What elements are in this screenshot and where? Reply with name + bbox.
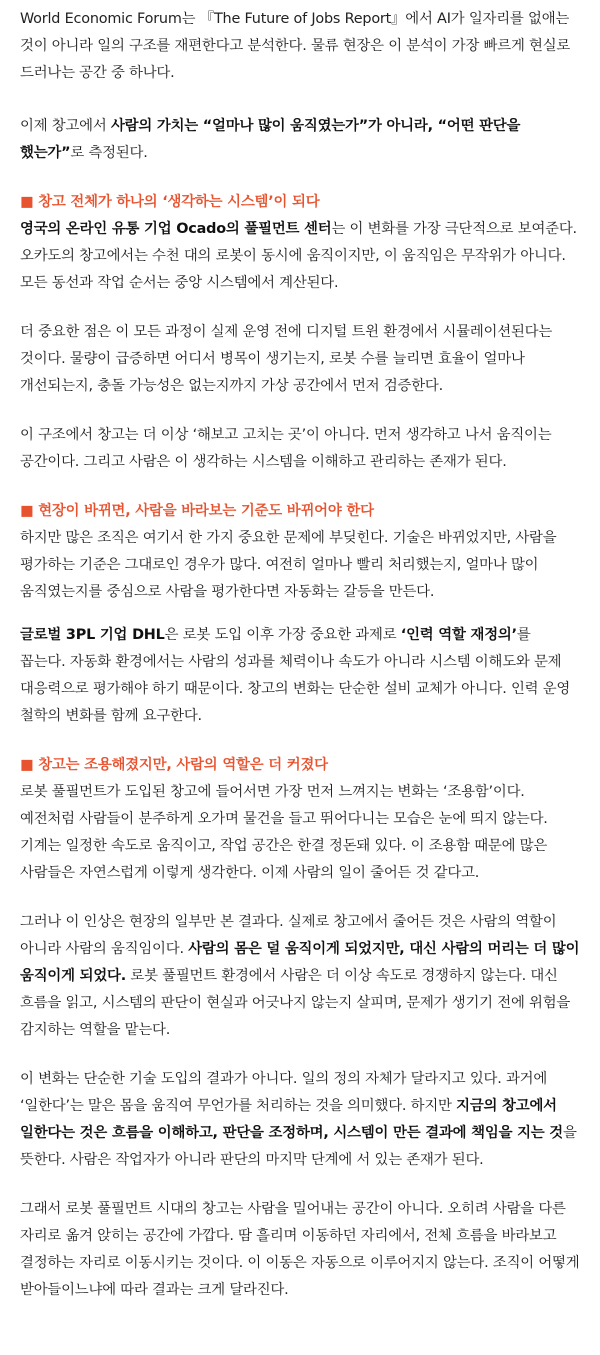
dhl-text-lead: 은 로봇 도입 이후 가장 중요한 과제로 — [164, 627, 401, 643]
ocado-paragraph — [20, 216, 580, 297]
movement-text-tail: 로봇 풀필먼트 환경에서 사람은 더 이상 속도로 경쟁하지 않는다. 대신 흐름을 읽고, 시스템의 판단이 현실과 어긋나지 않는지 살피며, 문제가 생기기 전에 위험을 감지하는 역할을 맡는다. — [20, 968, 571, 1038]
movement-paragraph — [20, 909, 580, 1044]
section-heading-thinking-system: ■ 창고 전체가 하나의 ‘생각하는 시스템’이 되다 — [20, 194, 320, 210]
dhl-emphasis: 글로벌 3PL 기업 DHL — [20, 627, 165, 643]
intro-paragraph — [20, 6, 580, 87]
quiet-paragraph: 로봇 풀필먼트가 도입된 창고에 들어서면 가장 먼저 느껴지는 변화는 ‘조용함’이다. 예전처럼 사람들이 분주하게 오가며 물건을 들고 뛰어다니는 모습은 눈에 띄지 않는다. 기계는 일정한 속도로 움직이고, 작업 공간은 한결 정돈돼 있다. 이 조용함 때문에 많은 사람들은 자연스럽게 이렇게 생각한다. 이제 사람의 일이 줄어든 것 같다고. — [20, 784, 548, 881]
work-emphasis: 지금의 창고에서 일한다는 것은 흐름을 이해하고, 판단을 조정하며, 시스템이 만든 결과에 책임을 지는 것 — [20, 1098, 563, 1141]
value-paragraph — [20, 113, 580, 167]
work-definition-paragraph — [20, 1066, 580, 1174]
movement-text-lead: 그러나 이 인상은 현장의 일부만 본 결과다. 실제로 창고에서 줄어든 것은 사람의 역할이 아니라 사람의 움직임이다. — [20, 914, 557, 957]
value-text-tail: 로 측정된다. — [70, 145, 148, 161]
conclusion-paragraph: 그래서 로봇 풀필먼트 시대의 창고는 사람을 밀어내는 공간이 아니다. 오히려 사람을 다른 자리로 옮겨 앉히는 공간에 가깝다. 땀 흘리며 이동하던 자리에서, 전체 흐름을 바라보고 결정하는 자리로 이동시키는 것이다. 이 이동은 자동으로 이루어지지 않는다. 조직이 어떻게 받아들이느냐에 따라 결과는 크게 달라진다. — [20, 1201, 580, 1298]
movement-emphasis: 사람의 몸은 덜 움직이게 되었지만, 대신 사람의 머리는 더 많이 움직이게 되었다. — [20, 941, 580, 984]
dhl-text-tail: 를 꼽는다. 자동화 환경에서는 사람의 성과를 체력이나 속도가 아니라 시스템 이해도와 문제 대응력으로 평가해야 하기 때문이다. 창고의 변화는 단순한 설비 교체가 아니다. 인력 운영 철학의 변화를 함께 요구한다. — [20, 627, 571, 724]
evaluation-paragraph: 하지만 많은 조직은 여기서 한 가지 중요한 문제에 부딪힌다. 기술은 바뀌었지만, 사람을 평가하는 기준은 그대로인 경우가 많다. 여전히 얼마나 빨리 처리했는지, 얼마나 많이 움직였는지를 중심으로 사람을 평가한다면 자동화는 갈등을 만든다. — [20, 530, 557, 600]
dhl-paragraph — [20, 622, 580, 730]
value-emphasis: 사람의 가치는 “얼마나 많이 움직였는가”가 아니라, “어떤 판단을 했는가” — [20, 118, 521, 161]
intro-text: World Economic Forum는 『The Future of Jobs Report』에서 AI가 일자리를 없애는 것이 아니라 일의 구조를 재편한다고 분석한다. 물류 현장은 이 분석이 가장 빠르게 현실로 드러나는 공간 중 하나다. — [20, 11, 571, 81]
ocado-emphasis: 영국의 온라인 유통 기업 Ocado의 풀필먼트 센터 — [20, 221, 332, 237]
role-redefinition-emphasis: ‘인력 역할 재정의’ — [400, 627, 517, 643]
value-text-lead: 이제 창고에서 — [20, 118, 111, 134]
section-heading-quiet-warehouse: ■ 창고는 조용해졌지만, 사람의 역할은 더 커졌다 — [20, 757, 328, 773]
work-text-tail: 을 뜻한다. 사람은 작업자가 아니라 판단의 마지막 단계에 서 있는 존재가 된다. — [20, 1125, 577, 1168]
digital-twin-paragraph: 더 중요한 점은 이 모든 과정이 실제 운영 전에 디지털 트윈 환경에서 시뮬레이션된다는 것이다. 물량이 급증하면 어디서 병목이 생기는지, 로봇 수를 늘리면 효율이 얼마나 개선되는지, 충돌 가능성은 없는지까지 가상 공간에서 먼저 검증한다. — [20, 324, 553, 394]
work-text-lead: 이 변화는 단순한 기술 도입의 결과가 아니다. 일의 정의 자체가 달라지고 있다. 과거에 ‘일한다’는 말은 몸을 움직여 무언가를 처리하는 것을 의미했다. 하지만 — [20, 1071, 548, 1114]
ocado-text: 는 이 변화를 가장 극단적으로 보여준다. 오카도의 창고에서는 수천 대의 로봇이 동시에 움직이지만, 이 움직임은 무작위가 아니다. 모든 동선과 작업 순서는 중앙 시스템에서 계산된다. — [20, 221, 577, 291]
thinking-space-paragraph: 이 구조에서 창고는 더 이상 ‘해보고 고치는 곳’이 아니다. 먼저 생각하고 나서 움직이는 공간이다. 그리고 사람은 이 생각하는 시스템을 이해하고 관리하는 존재가 된다. — [20, 427, 552, 470]
section-heading-evaluation-criteria: ■ 현장이 바뀌면, 사람을 바라보는 기준도 바뀌어야 한다 — [20, 503, 374, 519]
